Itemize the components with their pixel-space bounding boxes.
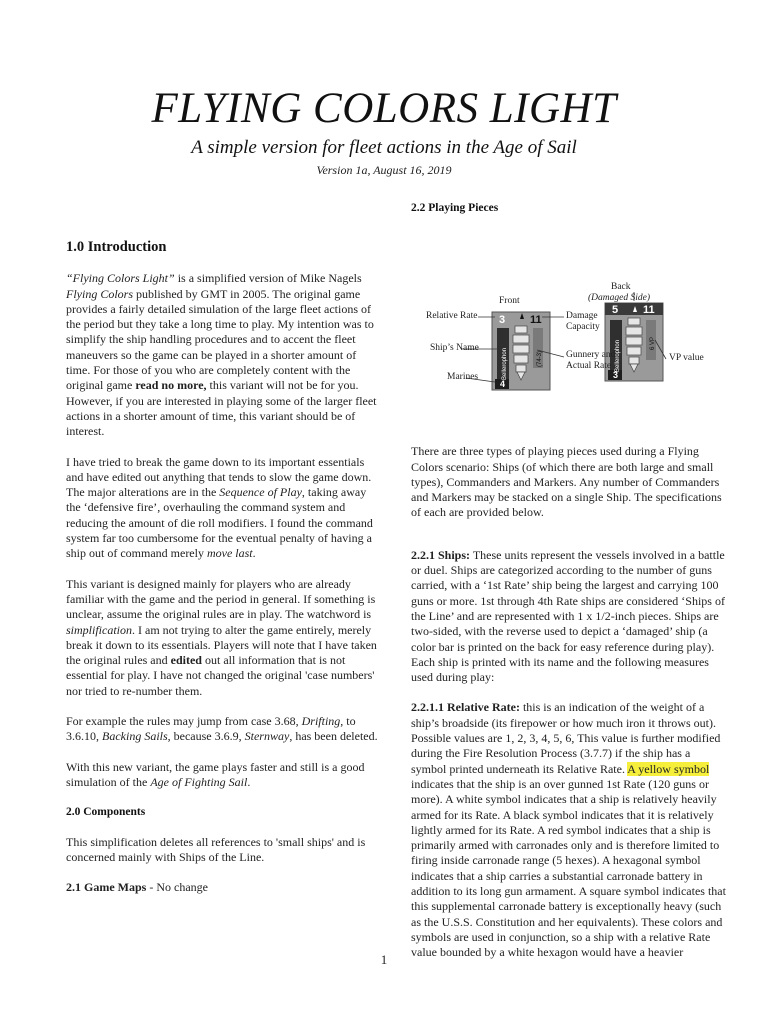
- front-gun-label: (74-3): [537, 351, 543, 368]
- text-span: this is an indication of the weight of a ship’s broadside (its firepower or how much iron it throws out). Possible values are 1, 2, 3, 4, 5, 6, This value is further modified during the Fire Resolution Process (3.7.7) if the ship has a symbol printed underneath its Relative Rate.: [411, 700, 721, 776]
- vp-value-label: VP value: [669, 353, 704, 364]
- text-span: Drifting: [301, 714, 341, 729]
- intro-paragraph-5: [66, 760, 381, 791]
- text-span: is a simplified version of Mike Nagels: [174, 271, 362, 286]
- text-span: this variant will not be for you. However, if you are interested in playing some of the larger fleet actions in a shorter amount of time, this variant should be of interest.: [66, 378, 377, 439]
- front-ship-label: Bellerophon: [502, 348, 508, 381]
- text-span: With this new variant, the game plays faster and still is a good simulation of the: [66, 759, 365, 789]
- back-vp-label: 6 VP: [650, 337, 656, 351]
- right-column: [411, 201, 726, 976]
- text-span: , to 3.6.10,: [66, 714, 356, 744]
- playing-pieces-heading: 2.2 Playing Pieces: [411, 202, 499, 214]
- text-span: Age of Fighting Sail: [150, 774, 248, 789]
- text-span: , because 3.6.9,: [167, 729, 245, 744]
- yellow-highlight: A yellow symbol: [627, 761, 710, 776]
- page-number: 1: [380, 952, 388, 967]
- game-maps-heading: 2.1 Game Maps: [66, 880, 147, 895]
- front-label: Front: [499, 296, 520, 307]
- text-span: Flying Colors: [66, 286, 134, 301]
- back-ship-label: Bellerophon: [615, 340, 621, 373]
- front-rate-value: 3: [499, 314, 506, 327]
- intro-paragraph-4: [66, 714, 381, 745]
- playing-piece-diagram: [411, 222, 726, 402]
- relative-rate-heading: 2.2.1.1 Relative Rate:: [411, 700, 520, 715]
- text-span: move last: [206, 546, 253, 561]
- text-span: These units represent the vessels involved in a battle or duel. Ships are categorized according to the number of guns carried, with a ‘1st Rate’ ship being the largest and carrying 100 guns or more. 1st through 4th Rate ships are considered ‘Ships of the Line’ and are represented with 1 x 1/2-inch pieces. Ships are two-sided, with the reverse used to depict a ‘damaged’ ship (a color bar is printed on the back for easy reference during play). Each ship is printed with its name and the following measures used during play:: [411, 547, 725, 685]
- ships-name-label: Ship’s Name: [430, 343, 479, 354]
- text-span: Sternway: [244, 729, 290, 744]
- text-span: simplification: [66, 622, 132, 637]
- relative-rate-paragraph: [411, 700, 726, 960]
- text-span: I have tried to break the game down to its important essentials and have edited out anything that tends to slow the game down. The major alterations are in the: [66, 454, 372, 500]
- front-marines-value: 4: [500, 379, 506, 390]
- pieces-paragraph: There are three types of playing pieces used during a Flying Colors scenario: Ships (of which there are both large and small types), Commanders and Markers. Any number of Commanders and Markers may be stacked on a single Ship. The specifications of each are provided below.: [411, 444, 722, 520]
- back-capacity-value: 11: [643, 304, 655, 317]
- text-span: Sequence of Play: [219, 485, 302, 500]
- intro-paragraph-3: [66, 577, 381, 699]
- components-heading: 2.0 Components: [66, 806, 146, 819]
- text-span: edited: [170, 653, 202, 668]
- left-column: [66, 240, 381, 910]
- ships-heading: 2.2.1 Ships:: [411, 547, 471, 562]
- text-span: indicates that the ship is an over gunned 1st Rate (120 guns or more). A white symbol indicates that a ship is relatively heavily armed for its Rate. A black symbol indicates that it is relatively lightly armed for its Rate. A red symbol indicates that a ship is primarily armed with carronades only and is therefore limited to firing inside carronade range (5 hexes). A hexagonal symbol indicates that a ship carries a substantial carronade battery in addition to its long gun armament. A square symbol indicates that this supplemental carronade battery is exceptionally heavy (such as the U.S.S. Constitution and her equivalents). These colors and symbols are used in conjunction, so a ship with a relative Rate value bounded by a white hexagon would have a heavier: [411, 776, 726, 960]
- back-rate-value: 5: [612, 304, 619, 317]
- intro-heading: 1.0 Introduction: [66, 239, 167, 255]
- text-span: published by GMT in 2005. The original game provides a fairly detailed simulation of the large fleet actions of the period but they take a long time to play. My intention was to simplify the ship handling procedures and to accent the fleet maneuvers so the game can be played in a shorter amount of time. For those of you who are completely content with the original game: [66, 286, 374, 393]
- text-span: “Flying Colors Light”: [66, 271, 175, 286]
- document-title: FLYING COLORS LIGHT: [151, 85, 617, 132]
- damaged-side-label: (Damaged Side): [588, 293, 650, 304]
- text-span: read no more,: [135, 378, 207, 393]
- text-span: , taking away the ‘defensive fire’, overhauling the command system and reducing the amount of die roll modifiers. I found the command system far too cumbersome for the eventual penalty of having a ship out of command merely: [66, 485, 373, 561]
- relative-rate-label: Relative Rate: [426, 311, 478, 322]
- text-span: .: [247, 774, 251, 789]
- back-label: Back: [611, 282, 631, 293]
- text-span: .: [252, 546, 256, 561]
- text-span: out all information that is not essential for play. I have not changed the original 'case numbers' nor tried to re-number them.: [66, 653, 375, 698]
- text-span: Backing Sails: [102, 729, 168, 744]
- components-paragraph: This simplification deletes all references to 'small ships' and is concerned mainly with Ships of the Line.: [66, 834, 366, 864]
- document-subtitle: A simple version for fleet actions in the Age of Sail: [191, 137, 577, 158]
- damage-capacity-label: Damage Capacity: [566, 311, 600, 333]
- text-span: , has been deleted.: [289, 729, 378, 744]
- gunnery-rate-label: Gunnery and Actual Rate: [566, 350, 616, 372]
- ships-paragraph: [411, 548, 726, 686]
- text-span: . I am not trying to alter the game entirely, merely break it down to its essentials. Players will note that I have taken the original rules and: [66, 622, 377, 668]
- document-version: Version 1a, August 16, 2019: [316, 163, 452, 177]
- front-capacity-value: 11: [530, 314, 542, 327]
- intro-paragraph-2: [66, 455, 381, 562]
- intro-paragraph-1: [66, 271, 381, 439]
- back-marines-value: 3: [613, 370, 619, 381]
- text-span: For example the rules may jump from case 3.68,: [66, 714, 302, 729]
- text-span: - No change: [146, 880, 208, 895]
- text-span: This variant is designed mainly for players who are already familiar with the game and the period in general. If something is unclear, assume the original rules are in play. The watchword is: [66, 576, 376, 622]
- game-maps-line: [66, 880, 381, 895]
- marines-label: Marines: [447, 372, 479, 383]
